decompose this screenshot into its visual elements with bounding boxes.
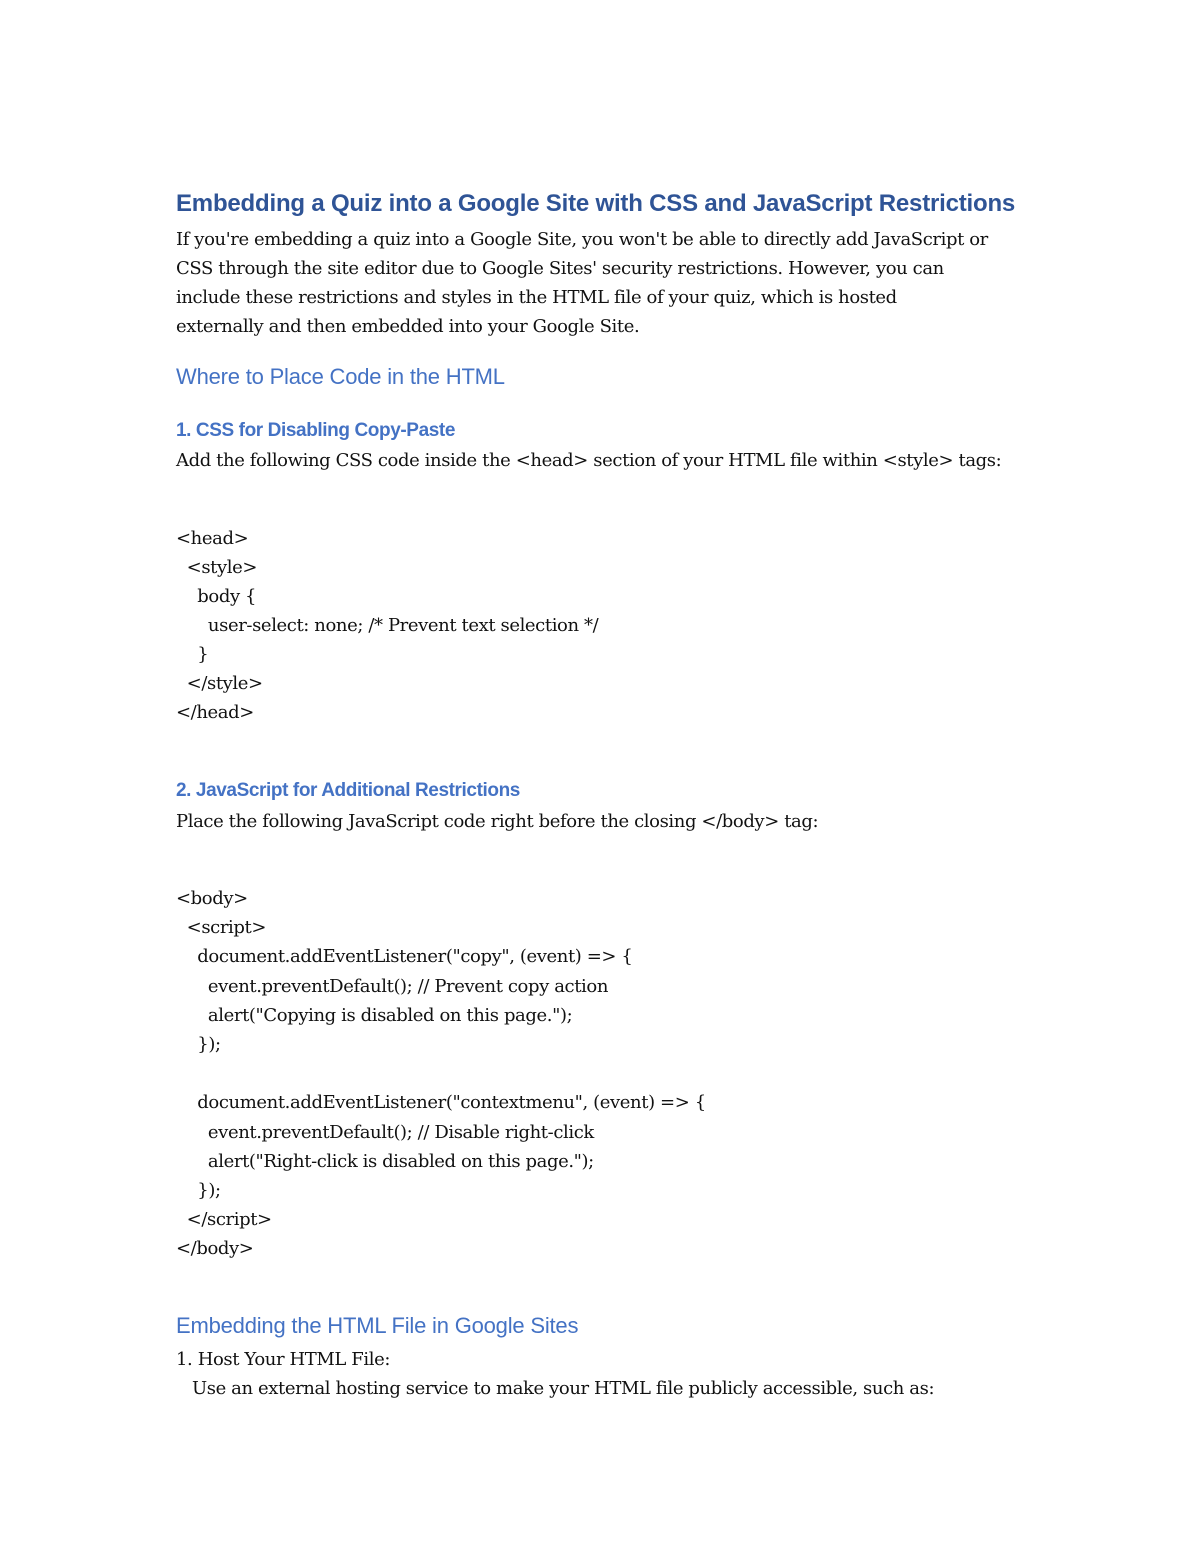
paragraph: Add the following CSS code inside the <head> section of your HTML file within <style> tags: xyxy=(176,450,1002,471)
code-line: document.addEventListener("contextmenu", (event) => { xyxy=(176,1092,706,1114)
code-line: <style> xyxy=(176,557,258,578)
code-line: event.preventDefault(); // Prevent copy action xyxy=(176,975,609,997)
paragraph-line: 1. Host Your HTML File: xyxy=(176,1349,391,1370)
code-line: alert("Copying is disabled on this page."); xyxy=(176,1004,573,1026)
paragraph-line: CSS through the site editor due to Google Sites' security restrictions. However, you can xyxy=(176,258,944,279)
paragraph-line: If you're embedding a quiz into a Google Site, you won't be able to directly add JavaScript or xyxy=(176,229,988,250)
code-line: </body> xyxy=(176,1238,254,1260)
document-title: Embedding a Quiz into a Google Site with CSS and JavaScript Restrictions xyxy=(176,190,1016,217)
section-heading: Where to Place Code in the HTML xyxy=(176,364,505,389)
code-line: <script> xyxy=(176,917,267,939)
paragraph-line: Use an external hosting service to make your HTML file publicly accessible, such as: xyxy=(176,1378,935,1399)
code-line: alert("Right-click is disabled on this page."); xyxy=(176,1150,594,1172)
paragraph: Place the following JavaScript code right before the closing </body> tag: xyxy=(176,811,819,832)
code-line: }); xyxy=(176,1034,221,1055)
subsection-heading: 2. JavaScript for Additional Restrictions xyxy=(176,780,520,801)
code-line: user-select: none; /* Prevent text selection */ xyxy=(176,615,599,636)
code-line: </style> xyxy=(176,673,263,694)
code-line: }); xyxy=(176,1180,221,1201)
section-heading: Embedding the HTML File in Google Sites xyxy=(176,1313,579,1338)
subsection-heading: 1. CSS for Disabling Copy-Paste xyxy=(176,420,455,441)
paragraph-line: externally and then embedded into your Google Site. xyxy=(176,316,640,337)
paragraph-line: include these restrictions and styles in the HTML file of your quiz, which is hosted xyxy=(176,287,897,308)
code-line: event.preventDefault(); // Disable right-click xyxy=(176,1121,594,1143)
code-line: body { xyxy=(176,586,257,607)
code-line: </script> xyxy=(176,1209,272,1231)
code-line: <body> xyxy=(176,888,248,909)
code-line: document.addEventListener("copy", (event) => { xyxy=(176,946,633,968)
code-line: } xyxy=(176,644,209,665)
code-line: </head> xyxy=(176,702,254,723)
code-line: <head> xyxy=(176,528,249,549)
